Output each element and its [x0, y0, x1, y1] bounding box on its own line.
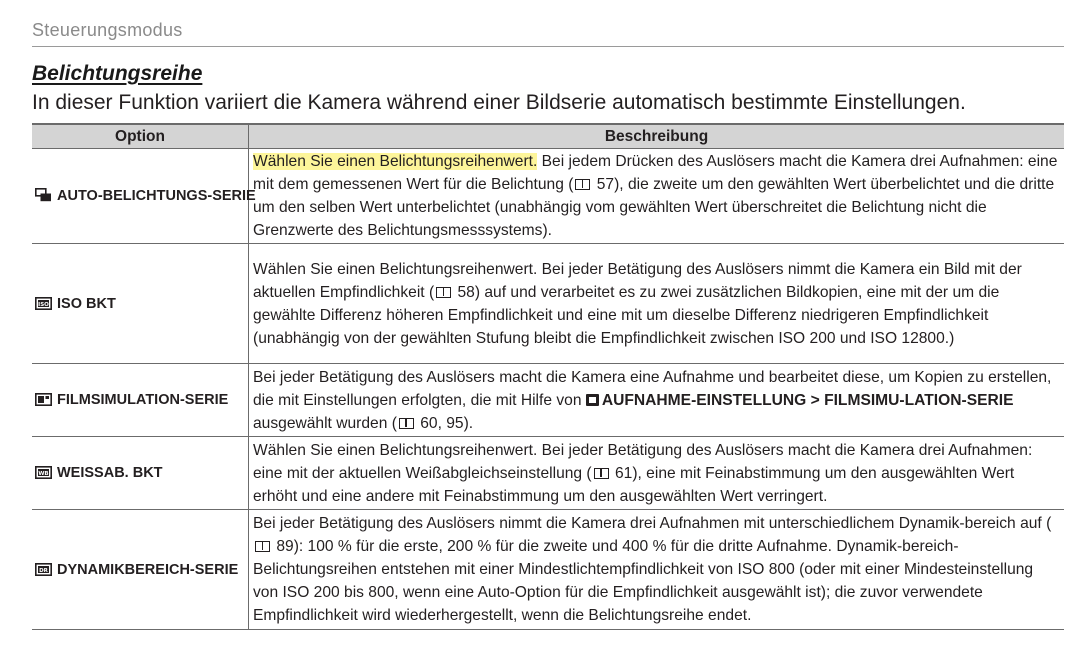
description-text: Bei jedem Drücken des Auslösers macht die Kamera drei Aufnahmen: eine mit dem gemessenen Wert für die Belichtung (: [253, 153, 1058, 193]
bracketing-options-table: [32, 123, 1064, 630]
description-cell: [249, 244, 1065, 364]
page-reference: 89: [276, 538, 294, 555]
page-reference: 60, 95: [420, 414, 464, 432]
option-label: FILMSIMULATION-SERIE: [57, 392, 229, 408]
description-text: Bei jeder Betätigung des Auslösers macht die Kamera eine Aufnahme und bearbeitet diese, um Kopien zu erstellen, die mit Einstellungen erfolgten, die mit Hilfe von: [253, 368, 1052, 409]
book-icon: [594, 468, 609, 479]
table-header-row: [32, 124, 1064, 149]
option-cell: [32, 244, 249, 364]
description-text: ), die zweite um den gewählten Wert überbelichtet und die dritte um den selben Wert unterbelichtet (unabhängig vom gewählten Wert überschreitet die Belichtung nicht die Grenzwerte des Belichtungsmesssystems).: [253, 176, 1055, 239]
svg-text:WB: WB: [38, 470, 49, 477]
svg-text:ISO: ISO: [38, 301, 49, 308]
dynamic-range-icon: [35, 563, 52, 576]
description-text: ), eine mit Feinabstimmung um den ausgewählten Wert erhöht und eine andere mit Feinabstimmung um den ausgewählten Wert verringert.: [253, 464, 1015, 505]
highlighted-text: Wählen Sie einen Belichtungsreihenwert.: [253, 153, 538, 170]
option-label: WEISSAB. BKT: [57, 465, 163, 481]
table-row: [32, 149, 1064, 244]
white-balance-icon: [35, 466, 52, 479]
column-header-description: Beschreibung: [249, 124, 1065, 149]
menu-item-name: FILMSIMU-LATION-SERIE: [824, 391, 1014, 409]
auto-bracketing-icon: [35, 188, 52, 202]
film-simulation-icon: [35, 393, 52, 406]
option-cell: [32, 364, 249, 437]
option-label: DYNAMIKBEREICH-SERIE: [57, 561, 239, 578]
section-header: Steuerungsmodus: [32, 20, 183, 40]
description-cell: [249, 437, 1065, 510]
menu-item-name: AUFNAHME-EINSTELLUNG: [601, 391, 807, 409]
table-row: [32, 244, 1064, 364]
header-divider: [32, 46, 1064, 47]
page-reference: 57: [596, 176, 615, 193]
description-text: Wählen Sie einen Belichtungsreihenwert. Bei jeder Betätigung des Auslösers nimmt die Kamera ein Bild mit der aktuellen Empfindlichkeit (: [253, 260, 1022, 301]
description-text: Bei jeder Betätigung des Auslösers nimmt die Kamera drei Aufnahmen mit unterschiedlichem Dynamik-bereich auf (: [253, 515, 1052, 532]
description-cell: [249, 510, 1065, 630]
iso-icon: [35, 297, 52, 310]
table-row: [32, 437, 1064, 510]
option-cell: [32, 437, 249, 510]
option-cell: [32, 510, 249, 630]
option-label: AUTO-BELICHTUNGS-SERIE: [57, 188, 256, 204]
svg-text:DR: DR: [39, 567, 48, 574]
description-cell: [249, 364, 1065, 437]
description-text: ): 100 % für die erste, 200 % für die zweite und 400 % für die dritte Aufnahme. Dynamik-bereich-Belichtungsreihen entstehen mit einer Mindestlichtempfindlichkeit von ISO 800 (oder mit einer Mindesteinstellung von ISO 200 bis 800, wenn eine Auto-Option für die Empfindlichkeit ausgewählt ist); die zuvor verwendete Empfindlichkeit wird wiederhergestellt, wenn die Belichtungsreihe endet.: [253, 538, 1034, 624]
table-row: [32, 510, 1064, 630]
page-reference: 61: [614, 464, 633, 482]
camera-icon: [586, 394, 599, 406]
page-title: Belichtungsreihe: [32, 62, 203, 85]
description-text: Wählen Sie einen Belichtungsreihenwert. Bei jeder Betätigung des Auslösers macht die Kamera drei Aufnahmen: eine mit der aktuellen Weißabgleichseinstellung (: [253, 441, 1033, 482]
table-row: [32, 364, 1064, 437]
menu-separator: >: [806, 391, 825, 409]
description-text: ausgewählt wurden (: [253, 414, 397, 432]
description-text: ) auf und verarbeitet es zu zwei zusätzlichen Bildkopien, eine mit der um die gewählte Differenz höheren Empfindlichkeit und eine mit um dieselbe Differenz niedrigeren Empfindlichkeit (unabhängig von der gewählten Stufung bleibt die Empfindlichkeit zwischen ISO 200 und ISO 12800.): [253, 283, 1000, 347]
book-icon: [399, 418, 414, 429]
description-text: ).: [463, 414, 474, 432]
option-cell: [32, 149, 256, 244]
page-reference: 58: [457, 283, 475, 301]
book-icon: [255, 541, 270, 552]
option-label: ISO BKT: [57, 295, 116, 312]
intro-text: In dieser Funktion variiert die Kamera während einer Bildserie automatisch bestimmte Einstellungen.: [32, 91, 966, 114]
book-icon: [575, 179, 590, 190]
description-cell: [249, 149, 1065, 244]
book-icon: [436, 287, 451, 298]
column-header-option: Option: [32, 124, 249, 149]
